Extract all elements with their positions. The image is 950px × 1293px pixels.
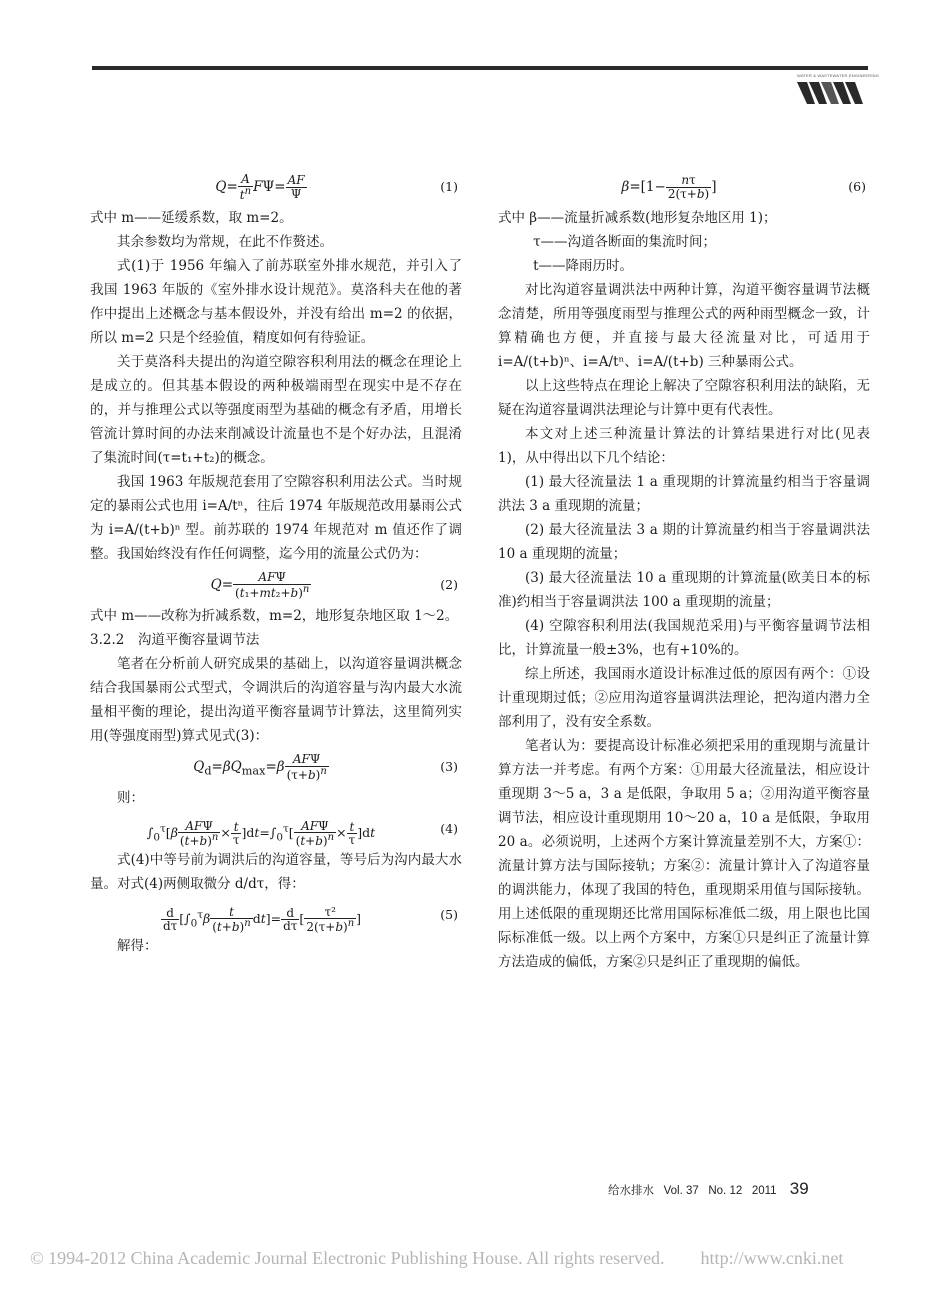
paragraph: 其余参数均为常规，在此不作赘述。	[117, 234, 333, 250]
equation-5: $\frac{d}{d\tau}$ [$\int_0^\tau\beta$ $\frac{t}{(t+b)^n}$ dt]= $\frac{d}{d\tau}$ [ $\frac{\text{τ²}}{2(\tau+b)^n}$ ] (5)	[90, 898, 462, 932]
journal-year: 2011	[751, 1185, 777, 1197]
definition-t: t——降雨历时。	[533, 258, 634, 274]
paragraph: 笔者在分析前人研究成果的基础上，以沟道容量调洪概念结合我国暴雨公式型式，令调洪后的沟道容量与沟内最大水流量相平衡的理论，提出沟道平衡容量调节计算法，这里简列实用(等强度雨型)算式见式(3)：	[90, 656, 462, 744]
conclusion-item: (4) 空隙容积利用法(我国规范采用)与平衡容量调节法相比，计算流量一般±3%，也有+10%的。	[498, 618, 870, 658]
paragraph: 则：	[117, 790, 144, 806]
equation-2-number: (2)	[440, 577, 458, 592]
right-column	[498, 168, 870, 974]
paragraph: 式(1)于 1956 年编入了前苏联室外排水规范，并引入了我国 1963 年版的《室外排水设计规范》。莫洛科夫在他的著作中提出上述概念与基本假设外，并没有给出 m=2 的依据，所以 m=2 只是个经验值，精度如何有待验证。	[90, 258, 462, 346]
journal-volume: Vol. 37	[663, 1185, 699, 1197]
conclusion-item: (1) 最大径流量法 1 a 重现期的计算流量约相当于容量调洪法 3 a 重现期的流量；	[498, 474, 870, 514]
paragraph: 综上所述，我国雨水道设计标准过低的原因有两个：①设计重现期过低；②应用沟道容量调洪法理论，把沟道内潜力全部利用了，没有安全系数。	[498, 666, 870, 730]
definition-m: 式中 m——延缓系数，取 m=2。	[90, 210, 293, 226]
left-column	[90, 168, 462, 958]
logo-text: WATER & WASTEWATER ENGINEERING	[797, 73, 880, 78]
paragraph: 关于莫洛科夫提出的沟道空隙容积利用法的概念在理论上是成立的。但其基本假设的两种极端雨型在现实中是不存在的，并与推理公式以等强度雨型为基础的概念有矛盾，用增长管流计算时间的办法来削减设计流量也不是个好办法，且混淆了集流时间(τ=t₁+t₂)的概念。	[90, 354, 462, 466]
equation-1: Q= $\frac{A}{t^n}$ FΨ= AF Ψ (1)	[90, 170, 462, 204]
paragraph: 式(4)中等号前为调洪后的沟道容量，等号后为沟内最大水量。对式(4)两侧取微分 d/dτ，得：	[90, 852, 462, 892]
conclusion-item: (2) 最大径流量法 3 a 期的计算流量约相当于容量调洪法 10 a 重现期的流量；	[498, 522, 870, 562]
equation-1-number: (1)	[440, 179, 458, 194]
paragraph: 对比沟道容量调洪法中两种计算，沟道平衡容量调节法概念清楚，所用等强度雨型与推理公式的两种雨型概念一致，计算精确也方便，并直接与最大径流量对比，可适用于 i=A/(t+b)ⁿ、i=A/tⁿ、i=A/(t+b) 三种暴雨公式。	[498, 282, 870, 370]
definition-tau: τ——沟道各断面的集流时间；	[533, 234, 717, 250]
equation-6: β=[1− $\frac{n\tau}{2(\tau+b)}$ ] (6)	[498, 170, 870, 204]
equation-2: Q= $\frac{\text{AFΨ}}{(t_1+mt_2+b)^n}$ (2)	[90, 568, 462, 602]
definition-m-2: 式中 m——改称为折减系数，m=2，地形复杂地区取 1～2。	[90, 608, 459, 624]
paragraph: 本文对上述三种流量计算法的计算结果进行对比(见表 1)，从中得出以下几个结论：	[498, 426, 870, 466]
journal-issue: No. 12	[708, 1185, 743, 1197]
equation-4: $\int_0^\tau[\beta$ $\frac{\text{AFΨ}}{(t+b)^n}$ × $\frac{t}{\tau}$ ]$dt=\int_0^\tau$[ $\frac{\text{AFΨ}}{(t+b)^n}$ × $\frac{t}{\tau}$ ]dt (4)	[90, 812, 462, 846]
paragraph: 以上这些特点在理论上解决了空隙容积利用法的缺陷，无疑在沟道容量调洪法理论与计算中更有代表性。	[498, 378, 870, 418]
paragraph: 我国 1963 年版规范套用了空隙容积利用法公式。当时规定的暴雨公式也用 i=A/tⁿ，往后 1974 年版规范改用暴雨公式为 i=A/(t+b)ⁿ 型。前苏联的 1974 年规范对 m 值还作了调整。我国始终没有作任何调整，迄今用的流量公式仍为：	[90, 474, 462, 562]
equation-5-number: (5)	[440, 907, 458, 922]
paragraph: 解得：	[117, 938, 158, 954]
section-heading: 3.2.2 沟道平衡容量调节法	[90, 632, 260, 648]
paragraph: 笔者认为：要提高设计标准必须把采用的重现期与流量计算方法一并考虑。有两个方案：①用最大径流量法，相应设计重现期 3～5 a，3 a 是低限，争取用 5 a；②用沟道平衡容量调节法，相应设计重现期用 10～20 a，10 a 是低限，争取用 20 a。必须说明，上述两个方案计算流量差别不大，方案①：流量计算方法与国际接轨；方案②：流量计算计入了沟道容量的调洪能力，体现了我国的特色，重现期采用值与国际接轨。用上述低限的重现期还比常用国际标准低二级，用上限也比国际标准低一级。以上两个方案中，方案①只是纠正了流量计算方法造成的偏低，方案②只是纠正了重现期的偏低。	[498, 738, 870, 970]
equation-3-number: (3)	[440, 759, 458, 774]
copyright-notice: © 1994-2012 China Academic Journal Electronic Publishing House. All rights reserved. http://www.cnki.net	[30, 1248, 844, 1268]
conclusion-item: (3) 最大径流量法 10 a 重现期的计算流量(欧美日本的标准)约相当于容量调洪法 100 a 重现期的流量；	[498, 570, 870, 610]
equation-6-number: (6)	[848, 179, 866, 194]
page-footer	[608, 1179, 809, 1199]
header-rule	[92, 66, 868, 70]
equation-3: $Q_d=\beta Q_{max}=\beta$ $\frac{\text{AFΨ}}{(\tau+b)^n}$ (3)	[90, 750, 462, 784]
journal-name: 给水排水	[608, 1185, 654, 1197]
equation-4-number: (4)	[440, 821, 458, 836]
page-number: 39	[789, 1179, 809, 1198]
definition-beta: 式中 β——流量折减系数(地形复杂地区用 1)；	[498, 210, 777, 226]
